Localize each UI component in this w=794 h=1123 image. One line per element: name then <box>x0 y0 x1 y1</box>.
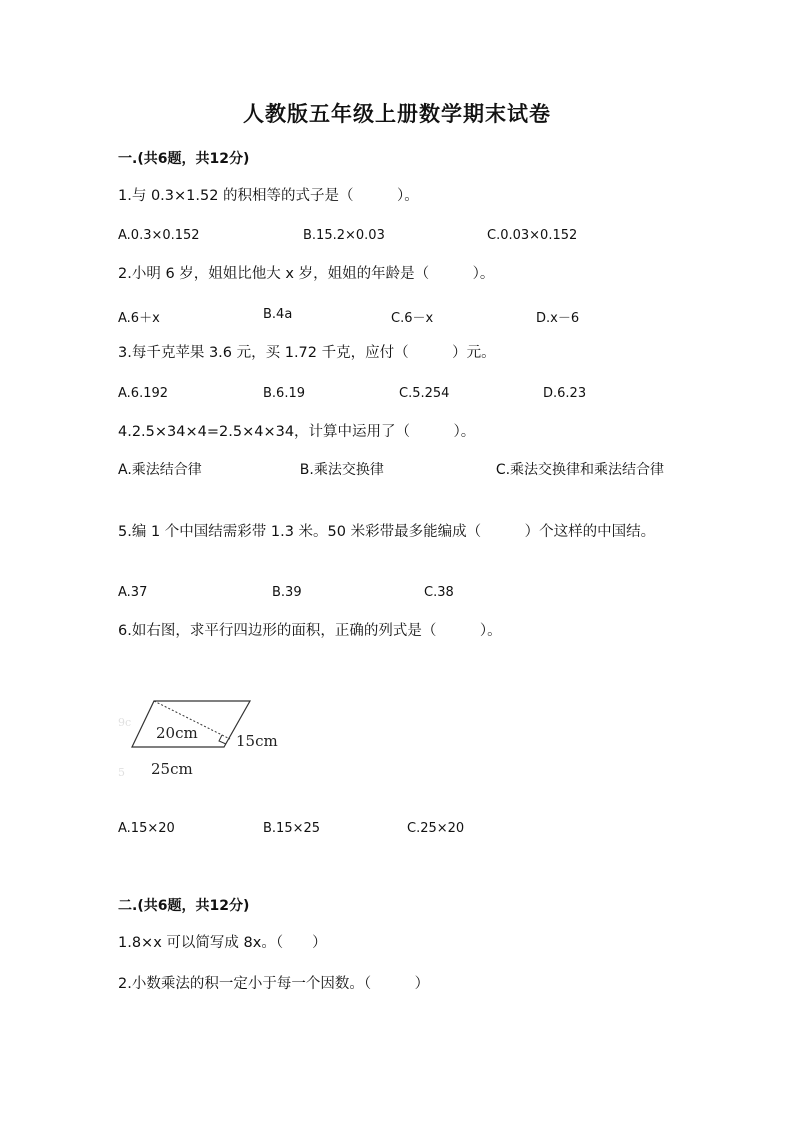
option-b: B.4a <box>263 307 293 322</box>
option-b: B.15.2×0.03 <box>303 228 385 243</box>
option-b: B.15×25 <box>263 821 321 836</box>
side-label: 15cm <box>236 732 278 750</box>
option-c: C.5.254 <box>399 386 450 401</box>
option-c: C.25×20 <box>407 821 465 836</box>
question-text: 2.小数乘法的积一定小于每一个因数。（ ） <box>118 976 430 992</box>
option-a: A.0.3×0.152 <box>118 228 200 243</box>
right-angle-mark <box>219 735 226 744</box>
parallelogram-figure <box>118 692 298 787</box>
section-header: 一.(共6题，共12分) <box>118 151 250 167</box>
question-text: 2.小明 6 岁，姐姐比他大 x 岁，姐姐的年龄是（ ）。 <box>118 266 495 282</box>
option-b: B.6.19 <box>263 386 305 401</box>
scan-mark: 5 <box>118 766 125 779</box>
option-c: C.38 <box>424 585 454 600</box>
option-d: D.6.23 <box>543 386 587 401</box>
option-a: A.6.192 <box>118 386 169 401</box>
height-label: 20cm <box>156 724 198 742</box>
scan-mark: 9c <box>118 716 132 729</box>
question-text: 6.如右图，求平行四边形的面积，正确的列式是（ ）。 <box>118 623 502 639</box>
option-d: D.x－6 <box>536 311 580 326</box>
section-header: 二.(共6题，共12分) <box>118 898 250 914</box>
parallelogram-diagram <box>118 692 298 787</box>
option-a: A.6＋x <box>118 311 160 326</box>
question-text: 1.8×x 可以简写成 8x。（ ） <box>118 935 327 951</box>
page-title: 人教版五年级上册数学期末试卷 <box>243 102 551 126</box>
question-text: 1.与 0.3×1.52 的积相等的式子是（ ）。 <box>118 188 419 204</box>
option-c: C.0.03×0.152 <box>487 228 578 243</box>
question-text: 3.每千克苹果 3.6 元，买 1.72 千克，应付（ ）元。 <box>118 345 496 361</box>
option-a: A.15×20 <box>118 821 175 836</box>
option-a: A.37 <box>118 585 148 600</box>
question-text: 5.编 1 个中国结需彩带 1.3 米。50 米彩带最多能编成（ ）个这样的中国结。 <box>118 524 656 540</box>
option-b: B.39 <box>272 585 302 600</box>
base-label: 25cm <box>151 760 193 778</box>
question-text: 4.2.5×34×4=2.5×4×34，计算中运用了（ ）。 <box>118 424 476 440</box>
options-line: A.乘法结合律 B.乘法交换律 C.乘法交换律和乘法结合律 <box>118 462 665 478</box>
option-c: C.6－x <box>391 311 434 326</box>
